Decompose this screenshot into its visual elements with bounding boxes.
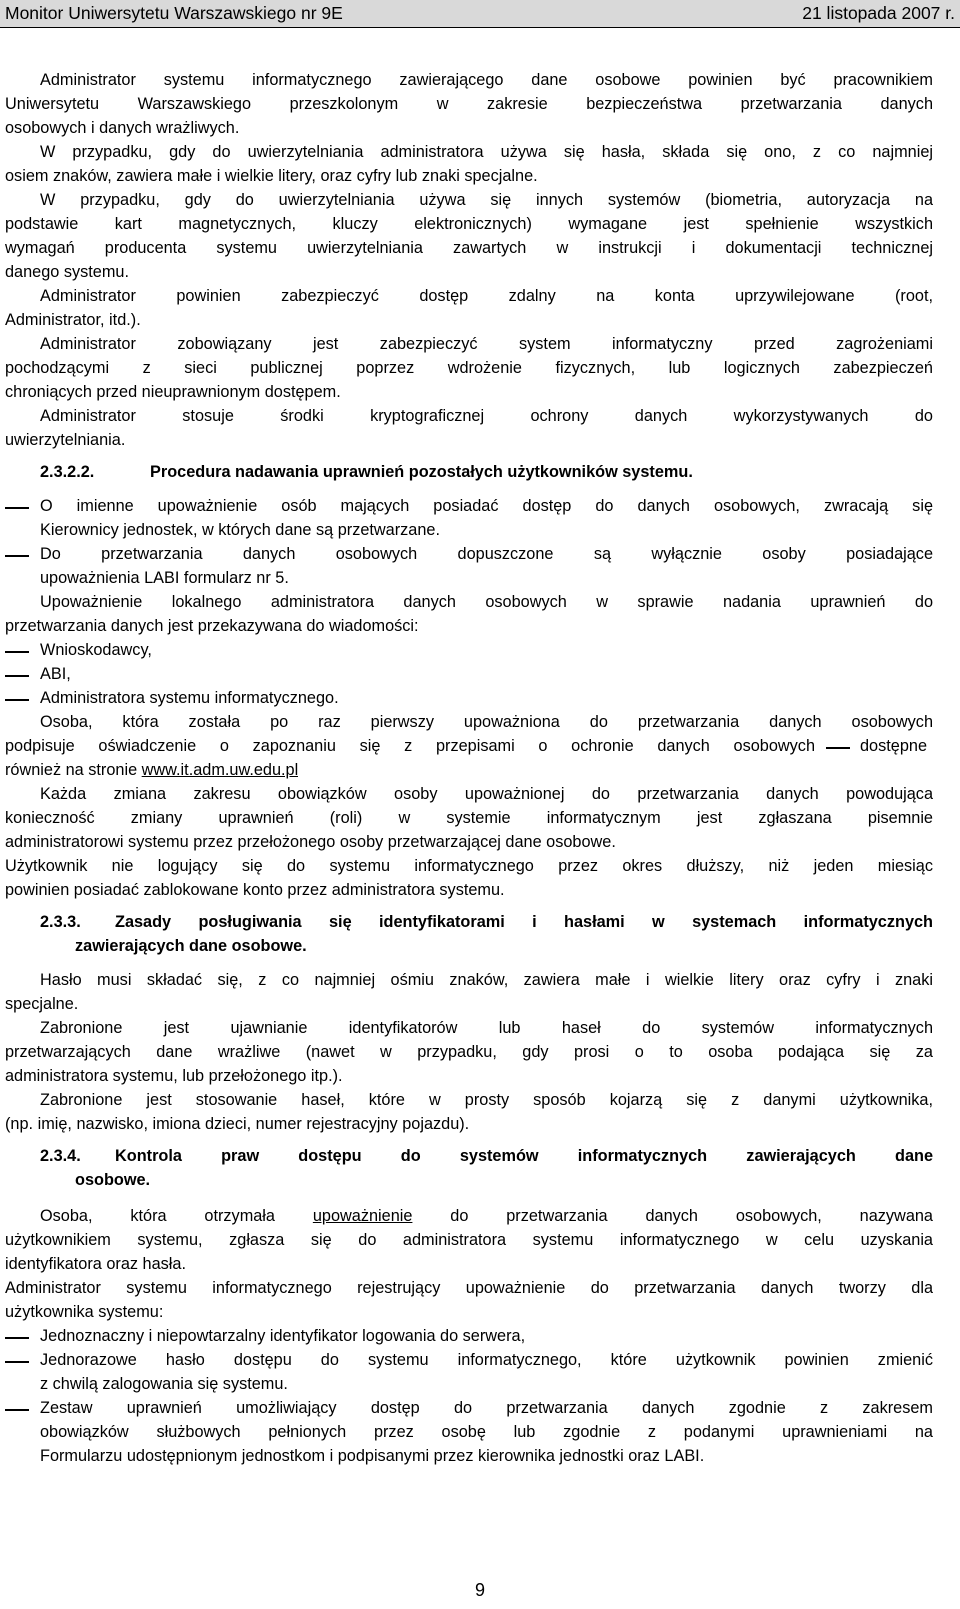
text-span: Osoba, która otrzymała	[40, 1207, 313, 1225]
page-header	[0, 0, 960, 28]
list-item: Do przetwarzania danych osobowych dopuszczone są wyłącznie osoby posiadające	[40, 545, 933, 563]
dash-bullet	[5, 507, 29, 509]
dash-bullet	[5, 651, 29, 653]
text-line: Zabronione jest ujawnianie identyfikatorów lub haseł do systemów informatycznych	[40, 1019, 933, 1037]
section-number: 2.3.3.	[40, 913, 81, 931]
text-line: administratora systemu, lub przełożonego itp.).	[5, 1067, 343, 1085]
text-line: Osoba, która została po raz pierwszy upoważniona do przetwarzania danych osobowych	[40, 713, 933, 731]
dash-bullet	[5, 555, 29, 557]
text-line	[40, 1204, 933, 1228]
text-line: identyfikatora oraz hasła.	[5, 1255, 187, 1273]
list-item: O imienne upoważnienie osób mających posiadać dostęp do danych osobowych, zwracają się	[40, 497, 933, 515]
list-item: Administratora systemu informatycznego.	[40, 689, 339, 707]
section-heading: Kontrola praw dostępu do systemów informatycznych zawierających dane	[115, 1147, 933, 1165]
dash-bullet	[5, 675, 29, 677]
text-line: chroniących przed nieuprawnionym dostępem.	[5, 383, 341, 401]
text-line: użytkownika systemu:	[5, 1303, 164, 1321]
header-publication: Monitor Uniwersytetu Warszawskiego nr 9E	[5, 3, 343, 23]
list-item: Jednorazowe hasło dostępu do systemu informatycznego, które użytkownik powinien zmienić	[40, 1351, 933, 1369]
text-line: W przypadku, gdy do uwierzytelniania administratora używa się hasła, składa się ono, z co najmniej	[40, 143, 933, 161]
text-line: Administrator zobowiązany jest zabezpieczyć system informatyczny przed zagrożeniami	[40, 335, 933, 353]
list-item: upoważnienia LABI formularz nr 5.	[40, 569, 289, 587]
section-heading: zawierających dane osobowe.	[75, 937, 307, 955]
text-line: Uniwersytetu Warszawskiego przeszkolonym w zakresie bezpieczeństwa przetwarzania danych	[5, 95, 933, 113]
text-line: Administrator systemu informatycznego rejestrujący upoważnienie do przetwarzania danych tworzy dla	[5, 1279, 933, 1297]
text-line	[5, 758, 298, 782]
text-line: pochodzącymi z sieci publicznej poprzez wdrożenie fizycznych, lub logicznych zabezpieczeń	[5, 359, 933, 377]
text-line: wymagań producenta systemu uwierzytelniania zawartych w instrukcji i dokumentacji technicznej	[5, 239, 933, 257]
list-item: Kierownicy jednostek, w których dane są przetwarzane.	[40, 521, 440, 539]
section-number: 2.3.2.2.	[40, 463, 95, 481]
text-line: przetwarzających dane wrażliwe (nawet w przypadku, gdy prosi o to osoba podająca się za	[5, 1043, 933, 1061]
list-item: Jednoznaczny i niepowtarzalny identyfikator logowania do serwera,	[40, 1327, 526, 1345]
text-line: Hasło musi składać się, z co najmniej ośmiu znaków, zawiera małe i wielkie litery oraz cyfry i znaki	[40, 971, 933, 989]
section-heading: Procedura nadawania uprawnień pozostałych użytkowników systemu.	[150, 463, 693, 481]
text-line: użytkownikiem systemu, zgłasza się do administratora systemu informatycznego w celu uzyskania	[5, 1231, 933, 1249]
text-line: konieczność zmiany uprawnień (roli) w systemie informatycznym jest zgłaszana pisemnie	[5, 809, 933, 827]
text-line: Administrator systemu informatycznego zawierającego dane osobowe powinien być pracownikiem	[40, 71, 933, 89]
text-line: dostępne	[860, 737, 927, 755]
text-line: Administrator, itd.).	[5, 311, 141, 329]
dash-bullet	[5, 1337, 29, 1339]
list-item: ABI,	[40, 665, 71, 683]
text-line: uwierzytelniania.	[5, 431, 126, 449]
text-line: przetwarzania danych jest przekazywana do wiadomości:	[5, 617, 419, 635]
text-line: W przypadku, gdy do uwierzytelniania używa się innych systemów (biometria, autoryzacja na	[40, 191, 933, 209]
text-line: (np. imię, nazwisko, imiona dzieci, numer rejestracyjny pojazdu).	[5, 1115, 470, 1133]
text-line: Administrator stosuje środki kryptograficznej ochrony danych wykorzystywanych do	[40, 407, 933, 425]
text-line: administratorowi systemu przez przełożonego osoby przetwarzającej dane osobowe.	[5, 833, 616, 851]
underlined-term: upoważnienie	[312, 1207, 413, 1225]
section-heading: osobowe.	[75, 1171, 151, 1189]
section-number: 2.3.4.	[40, 1147, 81, 1165]
list-item: Zestaw uprawnień umożliwiający dostęp do przetwarzania danych zgodnie z zakresem	[40, 1399, 933, 1417]
dash-bullet	[5, 1361, 29, 1363]
text-line: specjalne.	[5, 995, 79, 1013]
text-line: osiem znaków, zawiera małe i wielkie litery, oraz cyfry lub znaki specjalne.	[5, 167, 538, 185]
text-line: podstawie kart magnetycznych, kluczy elektronicznych) wymagane jest spełnienie wszystkich	[5, 215, 933, 233]
text-line: Każda zmiana zakresu obowiązków osoby upoważnionej do przetwarzania danych powodująca	[40, 785, 933, 803]
page-number: 9	[474, 1580, 485, 1600]
text-line: podpisuje oświadczenie o zapoznaniu się z przepisami o ochronie danych osobowych	[5, 737, 815, 755]
list-item: obowiązków służbowych pełnionych przez osobę lub zgodnie z podanymi uprawnieniami na	[40, 1423, 933, 1441]
text-line: Zabronione jest stosowanie haseł, które w prosty sposób kojarzą się z danymi użytkownika,	[40, 1091, 933, 1109]
website-link[interactable]: www.it.adm.uw.edu.pl	[141, 761, 299, 779]
text-line: Upoważnienie lokalnego administratora danych osobowych w sprawie nadania uprawnień do	[40, 593, 933, 611]
dash-bullet	[5, 699, 29, 701]
list-item: Wnioskodawcy,	[40, 641, 152, 659]
text-line: danego systemu.	[5, 263, 129, 281]
text-line: powinien posiadać zablokowane konto przez administratora systemu.	[5, 881, 505, 899]
list-item: Formularzu udostępnionym jednostkom i podpisanymi przez kierownika jednostki oraz LABI.	[40, 1447, 705, 1465]
text-line: Użytkownik nie logujący się do systemu informatycznego przez okres dłuższy, niż jeden miesiąc	[5, 857, 933, 875]
text-line: Administrator powinien zabezpieczyć dostęp zdalny na konta uprzywilejowane (root,	[40, 287, 933, 305]
text-line: osobowych i danych wrażliwych.	[5, 119, 240, 137]
text-span: również na stronie	[5, 761, 142, 779]
section-heading: Zasady posługiwania się identyfikatorami i hasłami w systemach informatycznych	[115, 913, 933, 931]
text-span: do przetwarzania danych osobowych, nazywana	[412, 1207, 933, 1225]
list-item: z chwilą zalogowania się systemu.	[40, 1375, 288, 1393]
dash-bullet	[5, 1409, 29, 1411]
dash-bullet	[826, 747, 850, 749]
header-date: 21 listopada 2007 r.	[802, 3, 955, 23]
